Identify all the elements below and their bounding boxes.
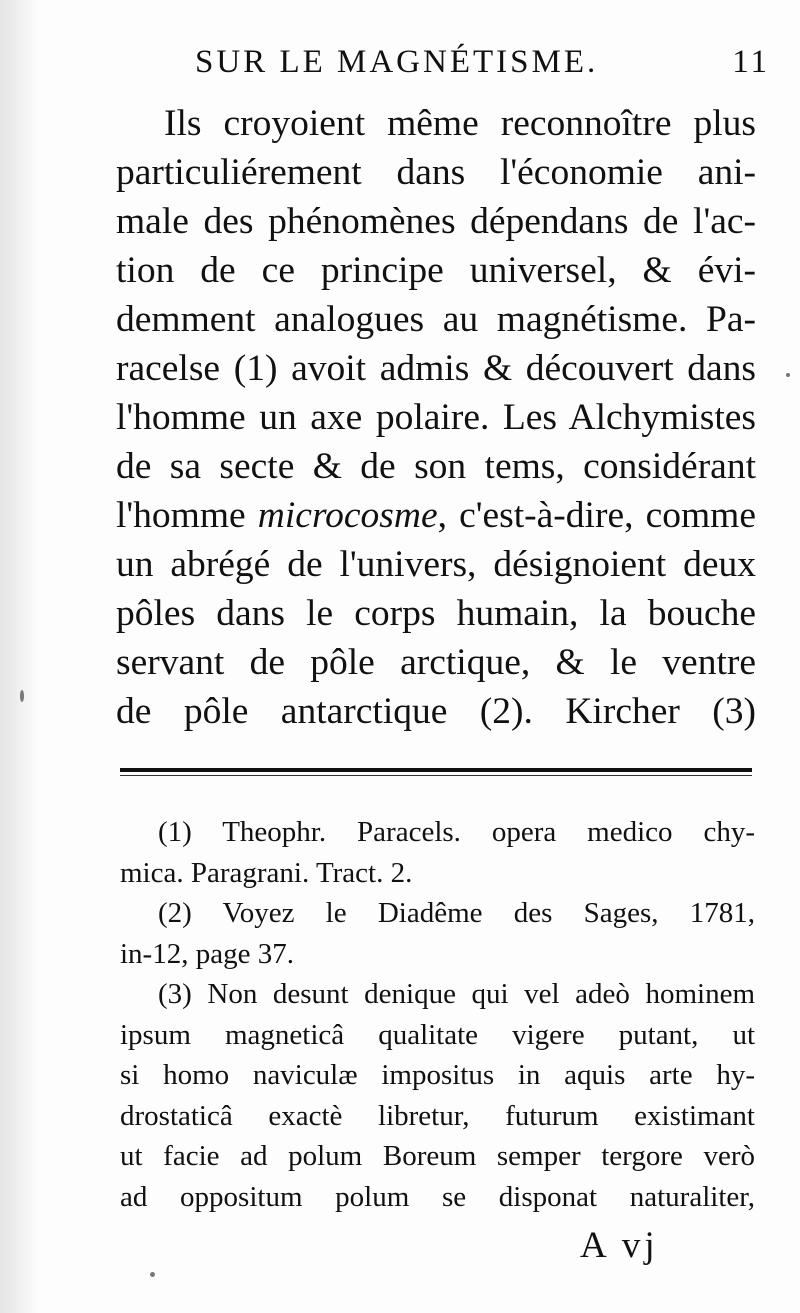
body-line-with-italic (116, 491, 756, 540)
body-line: male des phénomènes dépendans de l'ac- (116, 201, 756, 242)
body-line: Ils croyoient même reconnoître plus (164, 103, 756, 144)
body-line: pôles dans le corps humain, la bouche (116, 593, 756, 634)
footnote-line: in-12, page 37. (120, 937, 294, 970)
body-line: particuliérement dans l'économie ani- (116, 152, 756, 193)
body-line: tion de ce principe universel, & évi- (116, 250, 756, 291)
footnote-line: mica. Paragrani. Tract. 2. (120, 856, 413, 889)
footnote-line: ut facie ad polum Boreum semper tergore verò (120, 1140, 755, 1172)
footnote-line: ad oppositum polum se disponat naturaliter, (120, 1180, 755, 1213)
footnotes (120, 812, 755, 1217)
footnote-line: (3) Non desunt denique qui vel adeò hominem (158, 978, 755, 1010)
footnote-line: ipsum magneticâ qualitate vigere putant, ut (120, 1018, 755, 1051)
running-head (195, 44, 770, 94)
body-line: racelse (1) avoit admis & découvert dans (116, 348, 756, 389)
signature-mark: A vj (580, 1225, 659, 1266)
body-text-segment: l'homme (116, 495, 258, 536)
page-number: 11 (732, 44, 770, 80)
body-line: de pôle antarctique (2). Kircher (3) (116, 691, 756, 732)
footnote-separator-rule (120, 768, 752, 772)
footnote-line: drostaticâ exactè libretur, futurum existimant (120, 1099, 755, 1132)
footnote-line: (2) Voyez le Diadême des Sages, 1781, (158, 897, 755, 929)
body-line: un abrégé de l'univers, désignoient deux (116, 544, 756, 585)
body-line: l'homme un axe polaire. Les Alchymistes (116, 397, 756, 438)
body-line: servant de pôle arctique, & le ventre (116, 642, 756, 683)
body-line: de sa secte & de son tems, considérant (116, 446, 756, 487)
body-text-segment: , c'est-à-dire, comme (437, 495, 756, 536)
footnote-separator-thin-rule (120, 775, 752, 776)
ink-speck (20, 690, 24, 702)
footnote-line: (1) Theophr. Paracels. opera medico chy- (158, 816, 755, 848)
binding-shadow (0, 0, 40, 1313)
footnote-line: si homo naviculæ impositus in aquis arte hy- (120, 1059, 755, 1091)
italic-term: microcosme (257, 495, 438, 536)
body-line: demment analogues au magnétisme. Pa- (116, 299, 756, 340)
running-head-title: SUR LE MAGNÉTISME. (195, 44, 599, 80)
ink-speck (150, 1272, 155, 1277)
body-text (116, 99, 756, 736)
ink-speck (786, 373, 790, 377)
